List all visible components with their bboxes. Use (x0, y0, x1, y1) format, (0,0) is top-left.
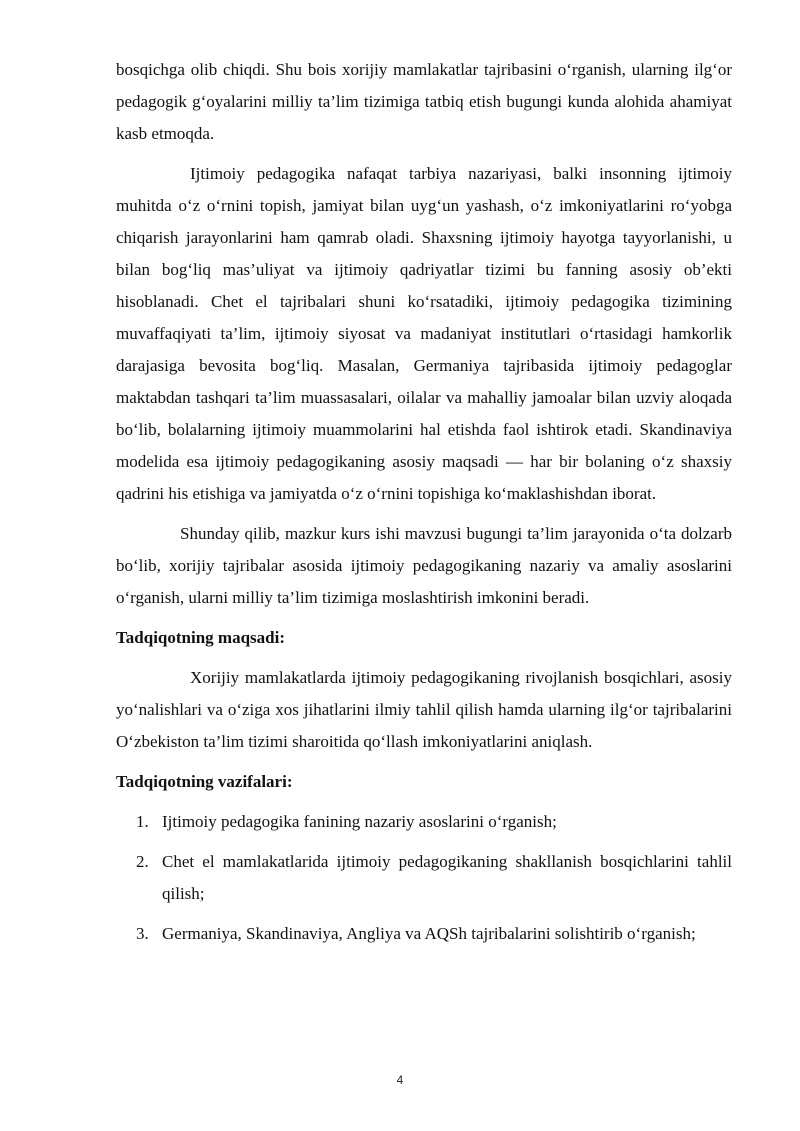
paragraph: Ijtimoiy pedagogika nafaqat tarbiya nazariyasi, balki insonning ijtimoiy muhitda o‘z o‘rnini topish, jamiyat bilan uyg‘un yashash, o‘z imkoniyatlarini ro‘yobga chiqarish jarayonlarini ham qamrab oladi. Shaxsning ijtimoiy hayotga tayyorlanishi, u bilan bog‘liq mas’uliyat va ijtimoiy qadriyatlar tizimi bu fanning asosiy ob’ekti hisoblanadi. Chet el tajribalari shuni ko‘rsatadiki, ijtimoiy pedagogika tizimining muvaffaqiyati ta’lim, ijtimoiy siyosat va madaniyat institutlari o‘rtasidagi hamkorlik darajasiga bevosita bog‘liq. Masalan, Germaniya tajribasida ijtimoiy pedagoglar maktabdan tashqari ta’lim muassasalari, oilalar va mahalliy jamoalar bilan uzviy aloqada bo‘lib, bolalarning ijtimoiy muammolarini hal etishda faol ishtirok etadi. Skandinaviya modelida esa ijtimoiy pedagogikaning asosiy maqsadi — har bir bolaning o‘z shaxsiy qadrini his etishiga va jamiyatda o‘z o‘rnini topishiga ko‘maklashishdan iborat. (116, 164, 732, 503)
tasks-list (116, 806, 732, 950)
list-item (116, 806, 732, 838)
list-item-number: 2. (136, 852, 149, 871)
list-item-text: Ijtimoiy pedagogika fanining nazariy asoslarini o‘rganish; (162, 812, 557, 831)
goal-paragraph: Xorijiy mamlakatlarda ijtimoiy pedagogikaning rivojlanish bosqichlari, asosiy yo‘nalishlari va o‘ziga xos jihatlarini ilmiy tahlil qilish hamda ularning ilg‘or tajribalarini O‘zbekiston ta’lim tizimi sharoitida qo‘llash imkoniyatlarini aniqlash. (116, 668, 732, 751)
tasks-heading: Tadqiqotning vazifalari: (116, 772, 293, 791)
list-item-text: Germaniya, Skandinaviya, Angliya va AQSh tajribalarini solishtirib o‘rganish; (162, 924, 696, 943)
list-item-number: 3. (136, 924, 149, 943)
list-item-number: 1. (136, 812, 149, 831)
list-item-text: Chet el mamlakatlarida ijtimoiy pedagogikaning shakllanish bosqichlarini tahlil qilish; (162, 852, 732, 903)
page-number: 4 (396, 1073, 404, 1087)
paragraph: bosqichga olib chiqdi. Shu bois xorijiy mamlakatlar tajribasini o‘rganish, ularning ilg‘or pedagogik g‘oyalarini milliy ta’lim tizimiga tatbiq etish bugungi kunda alohida ahamiyat kasb etmoqda. (116, 60, 732, 143)
list-item (116, 918, 732, 950)
paragraph: Shunday qilib, mazkur kurs ishi mavzusi bugungi ta’lim jarayonida o‘ta dolzarb bo‘lib, xorijiy tajribalar asosida ijtimoiy pedagogikaning nazariy va amaliy asoslarini o‘rganish, ularni milliy ta’lim tizimiga moslashtirish imkonini beradi. (116, 524, 732, 607)
list-item (116, 846, 732, 910)
page-content (116, 54, 732, 958)
goal-heading: Tadqiqotning maqsadi: (116, 628, 285, 647)
